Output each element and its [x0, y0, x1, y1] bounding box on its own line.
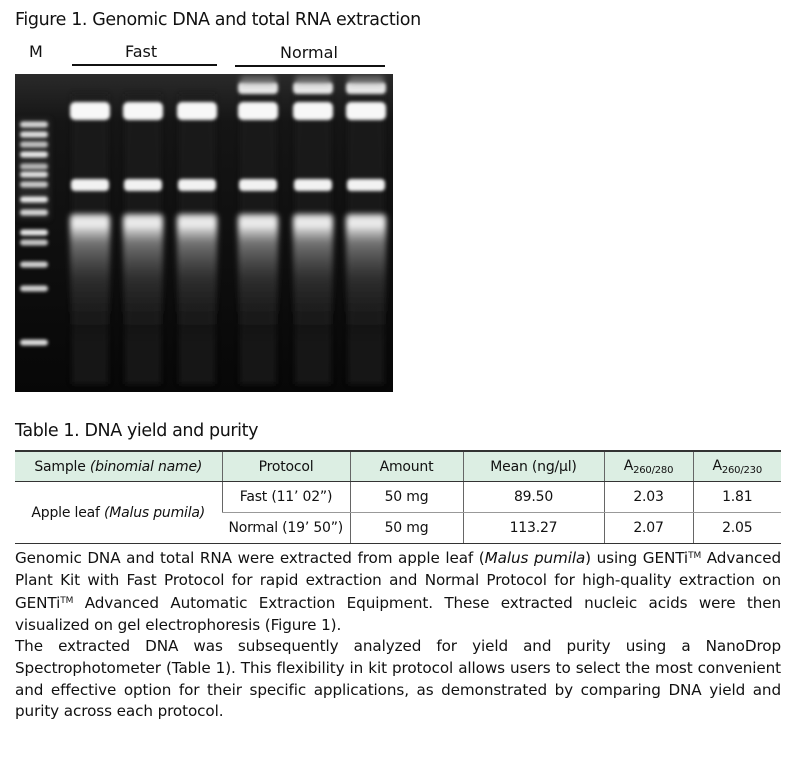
- header-a260-280: $A_{260/280}$: [604, 451, 693, 482]
- rrna-middle-band: [239, 179, 277, 191]
- header-a260-230: $A_{260/230}$: [693, 451, 781, 482]
- cell-protocol: Fast (11’ 02”): [222, 482, 350, 513]
- fast-group-label: Fast: [125, 42, 158, 61]
- ladder-band: [20, 262, 48, 268]
- ladder-band: [20, 152, 48, 158]
- rrna-lower-smear: [293, 214, 333, 344]
- rrna-middle-band: [124, 179, 162, 191]
- rrna-middle-band: [178, 179, 216, 191]
- rrna-upper-band: [70, 102, 110, 120]
- ladder-band: [20, 197, 48, 203]
- ladder-band: [20, 210, 48, 216]
- ladder-band: [20, 164, 48, 170]
- ladder-band: [20, 142, 48, 148]
- cell-a260-280: 2.07: [604, 513, 693, 544]
- rrna-upper-band: [346, 102, 386, 120]
- cell-mean: 89.50: [463, 482, 604, 513]
- table-title: Table 1. DNA yield and purity: [15, 421, 259, 441]
- gel-lane: [123, 94, 163, 384]
- cell-amount: 50 mg: [350, 513, 463, 544]
- header-sample: Sample (binomial name): [15, 451, 222, 482]
- rrna-lower-smear: [123, 214, 163, 344]
- ladder-band: [20, 172, 48, 178]
- cell-protocol: Normal (19’ 50”): [222, 513, 350, 544]
- marker-lane-label: M: [29, 42, 43, 61]
- gel-electrophoresis-image: [15, 74, 393, 392]
- rrna-upper-band: [177, 102, 217, 120]
- well-glow: [295, 76, 331, 84]
- description-paragraph-1: Genomic DNA and total RNA were extracted from apple leaf (Malus pumila) using GENTi™ Advanced Plant Kit with Fast Protocol for rapid extraction and Normal Protocol for high-quality extraction on GENTi™ Advanced Automatic Extraction Equipment. These extracted nucleic acids were then visualized on gel electrophoresis (Figure 1).: [15, 549, 782, 634]
- ladder-band: [20, 122, 48, 128]
- header-protocol: Protocol: [222, 451, 350, 482]
- sample-cell: Apple leaf (Malus pumila): [15, 482, 222, 544]
- rrna-lower-smear: [238, 214, 278, 344]
- rrna-middle-band: [347, 179, 385, 191]
- ladder-band: [20, 182, 48, 188]
- normal-group-label: Normal: [280, 43, 338, 62]
- gel-image-svg: [15, 74, 393, 392]
- dna-yield-table: [15, 450, 781, 544]
- cell-mean: 113.27: [463, 513, 604, 544]
- cell-a260-280: 2.03: [604, 482, 693, 513]
- figure-title: Figure 1. Genomic DNA and total RNA extraction: [15, 10, 421, 30]
- gel-lane: [70, 94, 110, 384]
- gel-lane: [238, 76, 278, 384]
- rrna-middle-band: [294, 179, 332, 191]
- rrna-lower-smear: [177, 214, 217, 344]
- cell-amount: 50 mg: [350, 482, 463, 513]
- table-row: [15, 482, 781, 513]
- rrna-upper-band: [123, 102, 163, 120]
- description-text: [15, 546, 781, 723]
- rrna-lower-smear: [70, 214, 110, 344]
- header-amount: Amount: [350, 451, 463, 482]
- normal-group-underline: [235, 65, 385, 67]
- ladder-band: [20, 340, 48, 346]
- ladder-band: [20, 240, 48, 246]
- ladder-band: [20, 132, 48, 138]
- well-glow: [348, 76, 384, 84]
- well-glow: [240, 76, 276, 84]
- cell-a260-230: 1.81: [693, 482, 781, 513]
- rrna-lower-smear: [346, 214, 386, 344]
- header-mean: Mean (ng/µl): [463, 451, 604, 482]
- gel-lane: [346, 76, 386, 384]
- fast-group-underline: [72, 64, 217, 66]
- rrna-middle-band: [71, 179, 109, 191]
- ladder-band: [20, 286, 48, 292]
- gel-lane: [293, 76, 333, 384]
- table-header-row: [15, 451, 781, 482]
- ladder-band: [20, 230, 48, 236]
- rrna-upper-band: [293, 102, 333, 120]
- rrna-upper-band: [238, 102, 278, 120]
- description-paragraph-2: The extracted DNA was subsequently analyzed for yield and purity using a NanoDrop Spectrophotometer (Table 1). This flexibility in kit protocol allows users to select the most convenient and effective option for their specific applications, as demonstrated by comparing DNA yield and purity across each protocol.: [15, 637, 781, 721]
- gel-lane: [177, 94, 217, 384]
- cell-a260-230: 2.05: [693, 513, 781, 544]
